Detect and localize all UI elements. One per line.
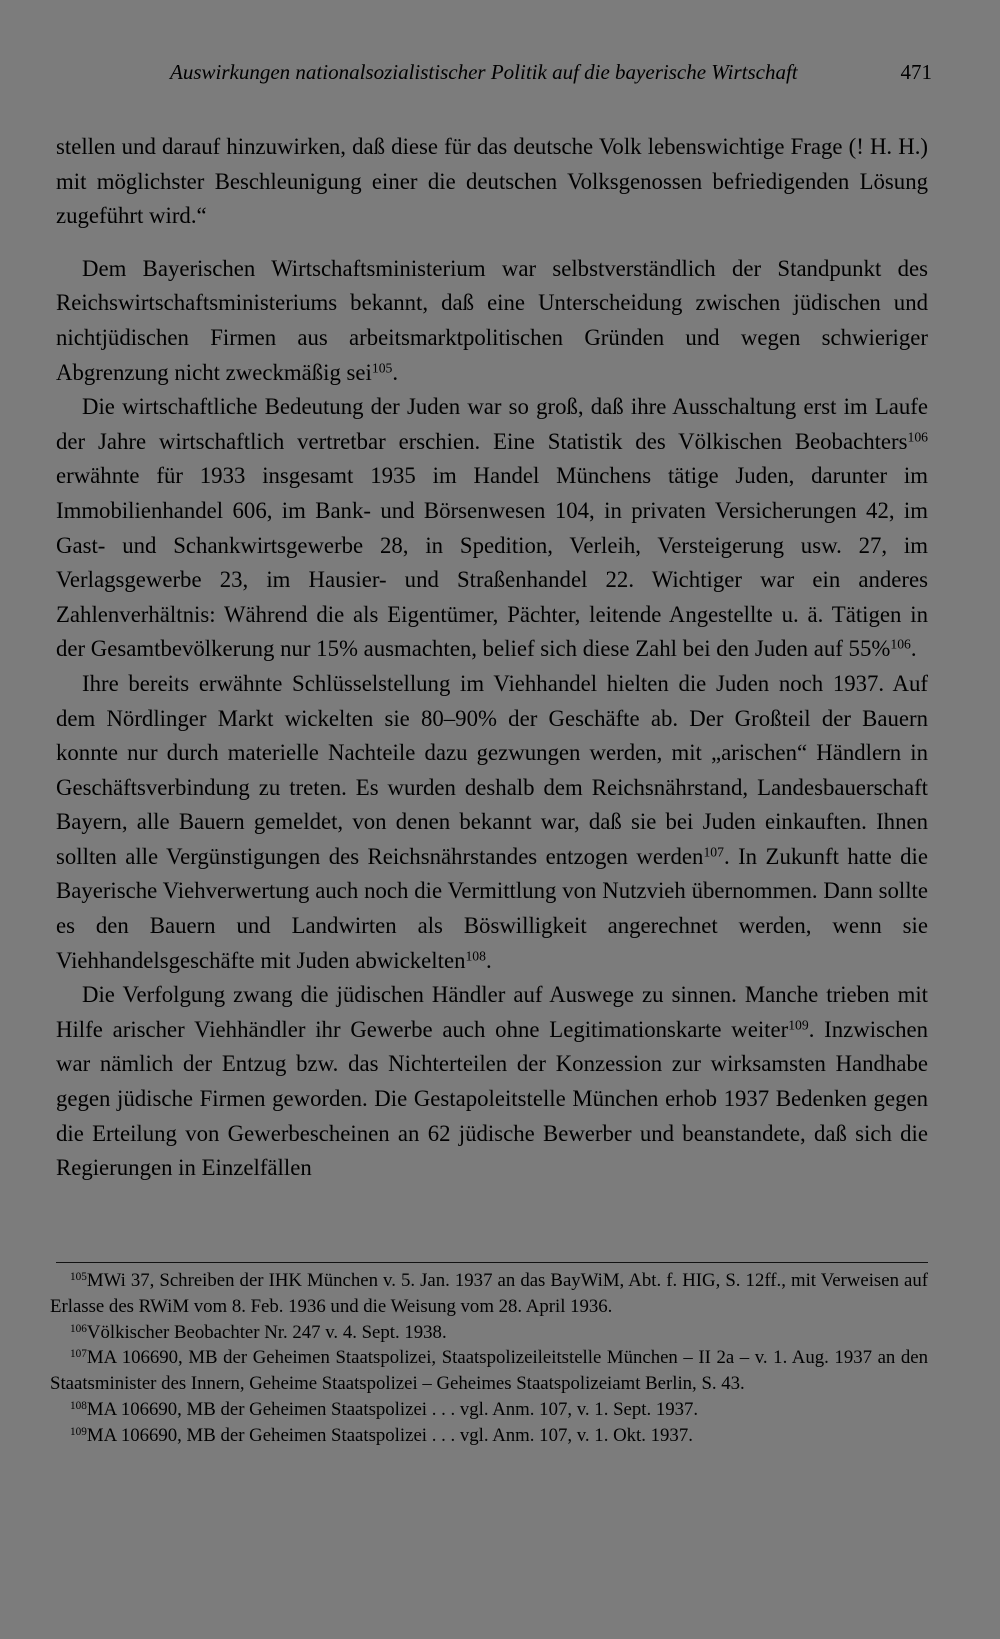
footnote-divider: [56, 1262, 928, 1263]
footnote: $^{106}$Völkischer Beobachter Nr. 247 v. 4. Sept. 1938.: [70, 1321, 447, 1343]
running-head: Auswirkungen nationalsozialistischer Politik auf die bayerische Wirtschaft: [170, 60, 798, 84]
footnote-ref: 107: [703, 844, 724, 860]
body-text: [56, 130, 928, 1186]
footnote-ref: 105: [371, 360, 393, 376]
footnote-number: 107: [70, 1348, 87, 1361]
footnote: $^{105}$MWi 37, Schreiben der IHK München v. 5. Jan. 1937 an das BayWiM, Abt. f. HIG, S. 12ff., mit Verweisen auf Erlasse des RWiM vom 8. Feb. 1936 und die Weisung vom 28. April 1936.: [50, 1270, 928, 1317]
footnote-ref: 109: [788, 1017, 809, 1033]
paragraph: Dem Bayerischen Wirtschaftsministerium war selbstverständlich der Standpunkt des Reichswirtschaftsministeriums bekannt, daß eine Unterscheidung zwischen jüdischen und nichtjüdischen Firmen aus arbeitsmarktpolitischen Gründen und wegen schwieriger Abgrenzung nicht zweckmäßig sei$^{105}$.: [56, 255, 928, 385]
footnote-ref: 108: [465, 948, 486, 964]
paragraph: Ihre bereits erwähnte Schlüsselstellung im Viehhandel hielten die Juden noch 1937. Auf dem Nördlinger Markt wickelten sie 80–90% der Geschäfte ab. Der Großteil der Bauern konnte nur durch materielle Nachteile dazu gezwungen werden, mit „arischen“ Händlern in Geschäftsverbindung zu treten. Es wurden deshalb dem Reichsnährstand, Landesbauerschaft Bayern, alle Bauern gemeldet, von denen bekannt war, daß sie bei Juden einkauften. Ihnen sollten alle Vergünstigungen des Reichsnährstandes entzogen werden$^{107}$. In Zukunft hatte die Bayerische Viehverwertung auch noch die Vermittlung von Nutzvieh übernommen. Dann sollte es den Bauern und Landwirten als Böswilligkeit angerechnet werden, wenn sie Viehhandelsgeschäfte mit Juden abwickelten$^{108}$.: [56, 670, 928, 973]
footnote: $^{107}$MA 106690, MB der Geheimen Staatspolizei, Staatspolizeileitstelle München – II 2a – v. 1. Aug. 1937 an den Staatsminister des Innern, Geheime Staatspolizei – Geheimes Staatspolizeiamt Berlin, S. 43.: [50, 1347, 928, 1395]
footnote: $^{108}$MA 106690, MB der Geheimen Staatspolizei . . . vgl. Anm. 107, v. 1. Sept. 1937.: [70, 1398, 699, 1420]
paragraph: stellen und darauf hinzuwirken, daß diese für das deutsche Volk lebenswichtige Frage (! H. H.) mit möglichster Beschleunigung einer die deutschen Volksgenossen befriedigenden Lösung zugeführt wird.“: [56, 134, 928, 229]
footnote-number: 106: [70, 1322, 87, 1335]
page-header: [170, 60, 932, 92]
paragraph: Die Verfolgung zwang die jüdischen Händler auf Auswege zu sinnen. Manche trieben mit Hilfe arischer Viehhändler ihr Gewerbe auch ohne Legitimationskarte weiter$^{109}$. Inzwischen war nämlich der Entzug bzw. das Nichterteilen der Konzession zur wirksamsten Handhabe gegen jüdische Firmen geworden. Die Gestapoleitstelle München erhob 1937 Bedenken gegen die Erteilung von Gewerbescheinen an 62 jüdische Bewerber und beanstandete, daß sich die Regierungen in Einzelfällen: [56, 982, 928, 1181]
footnote-ref: 106: [890, 636, 911, 652]
footnote-ref: 106: [907, 429, 928, 445]
footnote-number: 109: [70, 1425, 87, 1438]
footnote-number: 105: [70, 1270, 87, 1283]
footnote-number: 108: [70, 1399, 87, 1412]
page-number: 471: [900, 60, 932, 84]
footnote: $^{109}$MA 106690, MB der Geheimen Staatspolizei . . . vgl. Anm. 107, v. 1. Okt. 1937.: [70, 1424, 693, 1446]
footnotes: [50, 1268, 928, 1449]
paragraph: Die wirtschaftliche Bedeutung der Juden war so groß, daß ihre Ausschaltung erst im Laufe der Jahre wirtschaftlich vertretbar erschien. Eine Statistik des Völkischen Beobachters$^{106}$ erwähnte für 1933 insgesamt 1935 im Handel Münchens tätige Juden, darunter im Immobilienhandel 606, im Bank- und Börsenwesen 104, in privaten Versicherungen 42, im Gast- und Schankwirtsgewerbe 28, in Spedition, Verleih, Versteigerung usw. 27, im Verlagsgewerbe 23, im Hausier- und Straßenhandel 22. Wichtiger war ein anderes Zahlenverhältnis: Während die als Eigentümer, Pächter, leitende Angestellte u. ä. Tätigen in der Gesamtbevölkerung nur 15% ausmachten, belief sich diese Zahl bei den Juden auf 55%$^{106}$.: [56, 394, 928, 662]
